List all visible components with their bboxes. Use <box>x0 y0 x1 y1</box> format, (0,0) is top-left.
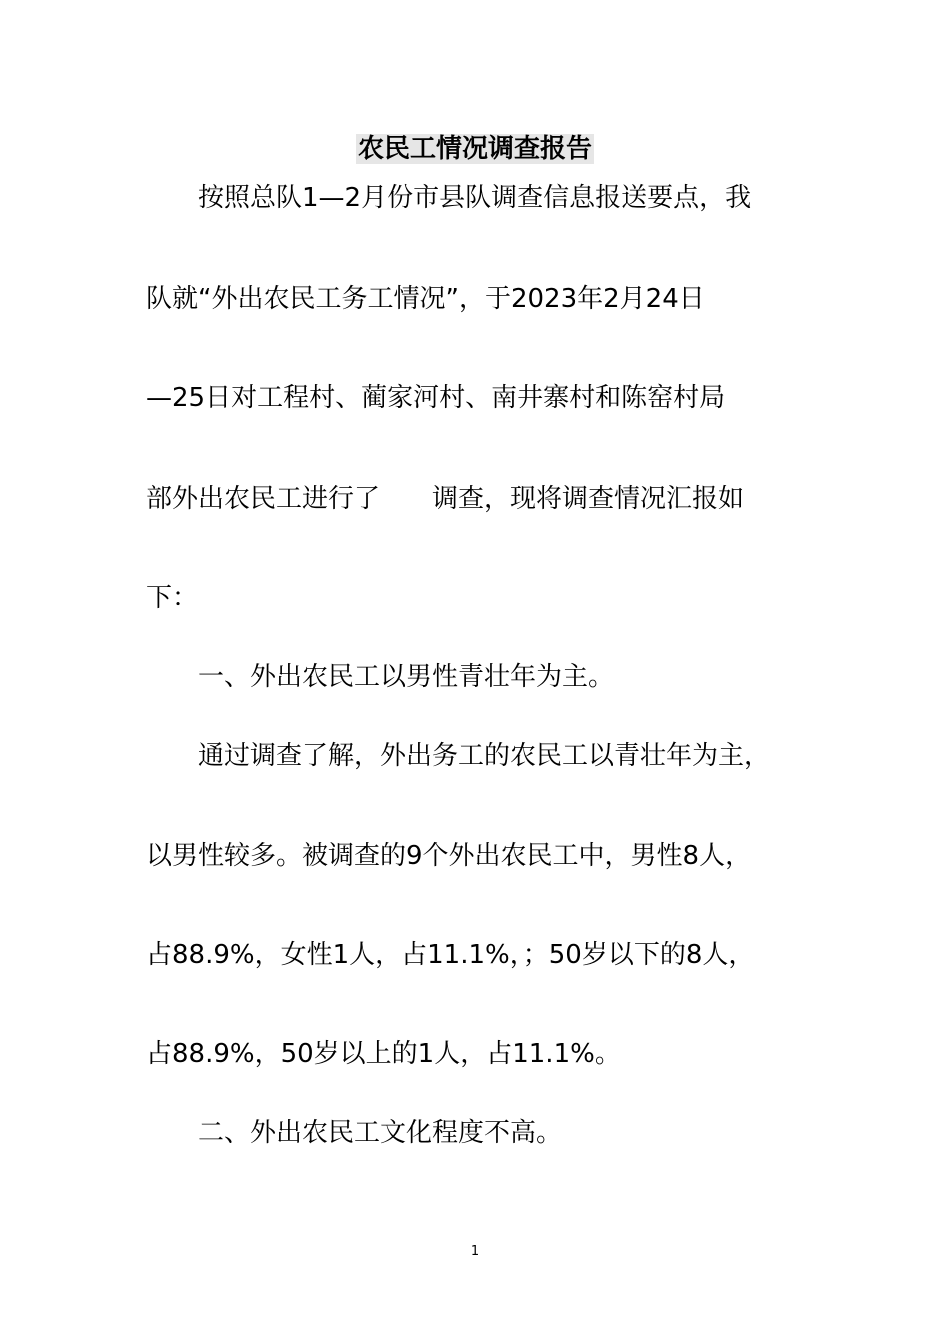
text-line: 按照总队1—2月份市县队调查信息报送要点，我 <box>146 183 752 213</box>
text-line: 占88.9%，50岁以上的1人，占11.1%。 <box>146 1039 621 1069</box>
section-heading: 一、外出农民工以男性青壮年为主。 <box>146 662 615 692</box>
text-line: 以男性较多。被调查的9个外出农民工中，男性8人， <box>146 841 752 871</box>
page-number: 1 <box>470 1244 480 1259</box>
text-line: 部外出农民工进行了 调查，现将调查情况汇报如 <box>146 484 745 514</box>
text-line: 下： <box>146 583 199 613</box>
section-heading: 二、外出农民工文化程度不高。 <box>146 1118 563 1148</box>
document-title <box>0 128 950 165</box>
text-line: —25日对工程村、蔺家河村、南井寨村和陈窑村局 <box>146 383 726 413</box>
text-line: 通过调查了解，外出务工的农民工以青壮年为主， <box>146 741 771 771</box>
document-title-text: 农民工情况调查报告 <box>357 134 592 164</box>
text-line: 占88.9%，女性1人，占11.1%，；50岁以下的8人， <box>146 940 755 970</box>
text-line: 队就“外出农民工务工情况”，于2023年2月24日 <box>146 284 705 314</box>
